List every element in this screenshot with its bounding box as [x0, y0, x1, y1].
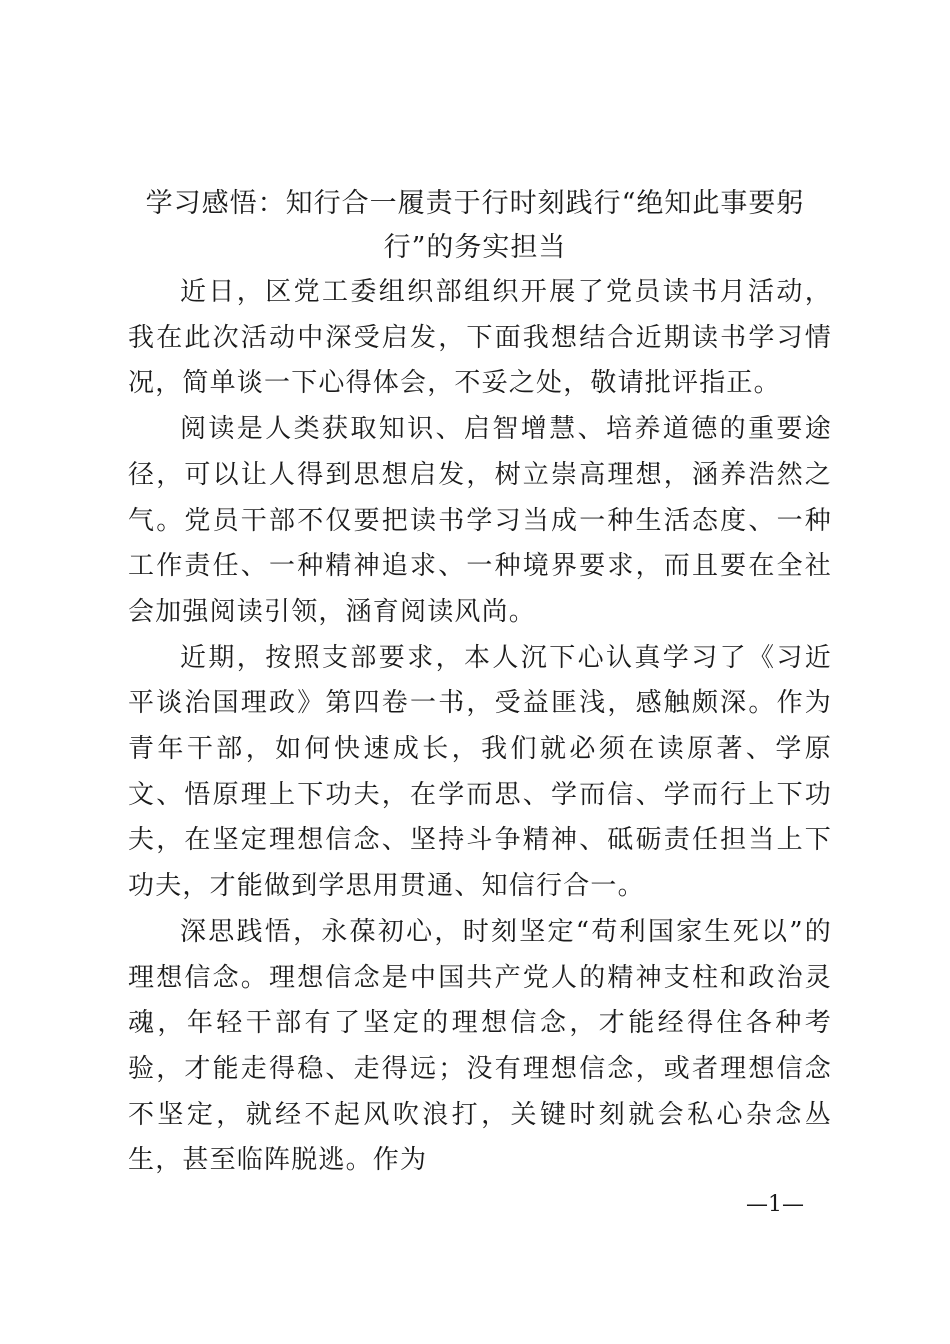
paragraph: 阅读是人类获取知识、启智增慧、培养道德的重要途径，可以让人得到思想启发，树立崇高理想，涵养浩然之气。党员干部不仅要把读书学习当成一种生活态度、一种工作责任、一种精神追求、一种境界要求，而且要在全社会加强阅读引领，涵育阅读风尚。	[128, 414, 832, 627]
document-body	[128, 270, 832, 1184]
document-title: 学习感悟：知行合一履责于行时刻践行“绝知此事要躬行”的务实担当	[145, 188, 805, 263]
paragraph: 近日，区党工委组织部组织开展了党员读书月活动，我在此次活动中深受启发，下面我想结合近期读书学习情况，简单谈一下心得体会，不妥之处，敬请批评指正。	[128, 277, 832, 399]
paragraph: 近期，按照支部要求，本人沉下心认真学习了《习近平谈治国理政》第四卷一书，受益匪浅，感触颇深。作为青年干部，如何快速成长，我们就必须在读原著、学原文、悟原理上下功夫，在学而思、学而信、学而行上下功夫，在坚定理想信念、坚持斗争精神、砥砺责任担当上下功夫，才能做到学思用贯通、知信行合一。	[128, 642, 832, 902]
page-number: —1—	[746, 1192, 804, 1217]
paragraph: 深思践悟，永葆初心，时刻坚定“苟利国家生死以”的理想信念。理想信念是中国共产党人的精神支柱和政治灵魂，年轻干部有了坚定的理想信念，才能经得住各种考验，才能走得稳、走得远；没有理想信念，或者理想信念不坚定，就经不起风吹浪打，关键时刻就会私心杂念丛生，甚至临阵脱逃。作为	[128, 916, 832, 1176]
